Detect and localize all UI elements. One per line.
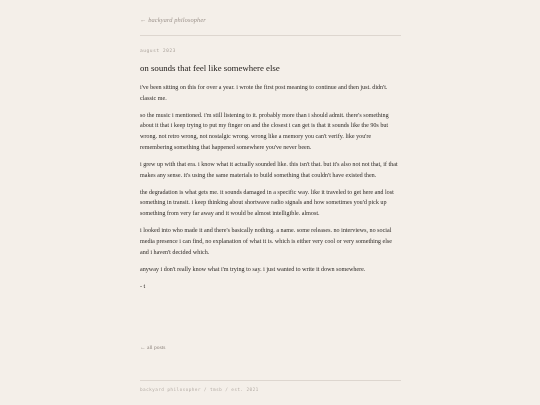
footer-divider — [140, 380, 401, 381]
post-paragraph: anyway i don't really know what i'm trying to say. i just wanted to write it down somewhere. — [140, 266, 366, 273]
post-date: august 2023 — [140, 49, 176, 54]
post-paragraph: i grew up with that era. i know what it actually sounded like. this isn't that. but it's also not not that, if that makes any sense. it's using the same materials to build something that couldn't have existed then. — [140, 161, 398, 179]
post-signature: - t — [140, 283, 146, 290]
back-to-home-link[interactable]: ← backyard philosopher — [140, 17, 206, 24]
post-paragraph: so the music i mentioned. i'm still listening to it. probably more than i should admit. there's something about it that i keep trying to put my finger on and the closest i can get is that it sounds like the 90s but wrong. not retro wrong, not nostalgic wrong. wrong like a memory you can't verify. like you're remembering something that happened somewhere you've never been. — [140, 112, 389, 152]
post-paragraph: i've been sitting on this for over a year. i wrote the first post meaning to continue and then just. didn't. classic me. — [140, 85, 388, 102]
post-paragraph: the degradation is what gets me. it sounds damaged in a specific way. like it traveled to get here and lost something in transit. i keep thinking about shortwave radio signals and how sometimes you'd pick up something from very far away and it would be almost intelligible. almost. — [140, 189, 394, 218]
post-paragraph: i looked into who made it and there's basically nothing. a name. some releases. no interviews, no social media presence i can find, no explanation of what it is. which is either very cool or very something else and i haven't decided which. — [140, 228, 392, 256]
post-title: on sounds that feel like somewhere else — [140, 63, 280, 73]
site-footer: backyard philosopher / tmsb / est. 2021 — [140, 388, 259, 393]
all-posts-link[interactable]: ← all posts — [140, 345, 166, 351]
post-body — [140, 83, 401, 298]
header-divider — [140, 35, 401, 36]
